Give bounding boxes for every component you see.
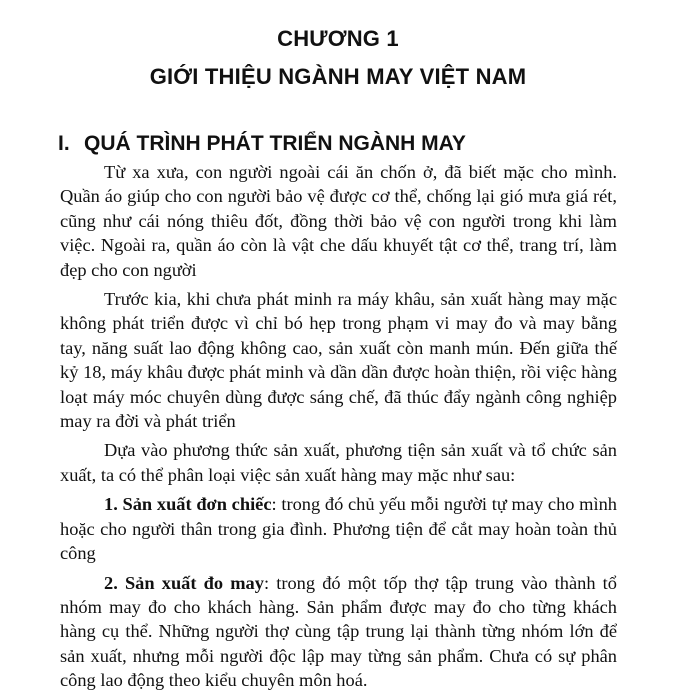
- paragraph: Trước kia, khi chưa phát minh ra máy khâu, sản xuất hàng may mặc không phát triển được vì chỉ bó hẹp trong phạm vi may đo và may bằng tay, năng suất lao động không cao, sản xuất còn manh mún. Đến giữa thế kỷ 18, máy khâu được phát minh và dần dần được hoàn thiện, rồi việc hàng loạt máy móc chuyên dùng được sáng chế, đã thúc đẩy ngành công nghiệp may ra đời và phát triển: [60, 289, 617, 432]
- list-item-term: 2. Sản xuất đo may: [104, 572, 264, 593]
- list-item: [60, 492, 617, 565]
- list-item-text: : trong đó chủ yếu mỗi người tự may cho mình hoặc cho người thân trong gia đình. Phương tiện để cắt may hoàn toàn thủ công: [60, 494, 617, 564]
- list-item: [60, 571, 617, 693]
- chapter-title: GIỚI THIỆU NGÀNH MAY VIỆT NAM: [149, 64, 527, 89]
- chapter-label: CHƯƠNG 1: [277, 26, 399, 51]
- list-item-term: 1. Sản xuất đơn chiếc: [104, 494, 272, 515]
- section-title: QUÁ TRÌNH PHÁT TRIỂN NGÀNH MAY: [84, 132, 466, 155]
- section-number: I.: [58, 132, 70, 155]
- paragraph: Từ xa xưa, con người ngoài cái ăn chốn ở, đã biết mặc cho mình. Quần áo giúp cho con người bảo vệ được cơ thể, chống lại gió mưa giá rét, cũng như cái nóng thiêu đốt, đồng thời bảo vệ con người trong khi làm việc. Ngoài ra, quần áo còn là vật che dấu khuyết tật cơ thể, trang trí, làm đẹp cho con người: [60, 162, 617, 280]
- body-text: [60, 160, 617, 693]
- section-heading: [58, 132, 466, 156]
- list-item-text: : trong đó một tốp thợ tập trung vào thành tổ nhóm may đo cho khách hàng. Sản phẩm được may đo cho từng khách hàng cụ thể. Những người thợ cùng tập trung lại thành từng nhóm lớn để sản xuất, nhưng mỗi người độc lập may từng sản phẩm. Chưa có sự phân công lao động theo kiểu chuyên môn hoá.: [60, 572, 617, 691]
- paragraph: Dựa vào phương thức sản xuất, phương tiện sản xuất và tổ chức sản xuất, ta có thể phân loại việc sản xuất hàng may mặc như sau:: [60, 440, 617, 485]
